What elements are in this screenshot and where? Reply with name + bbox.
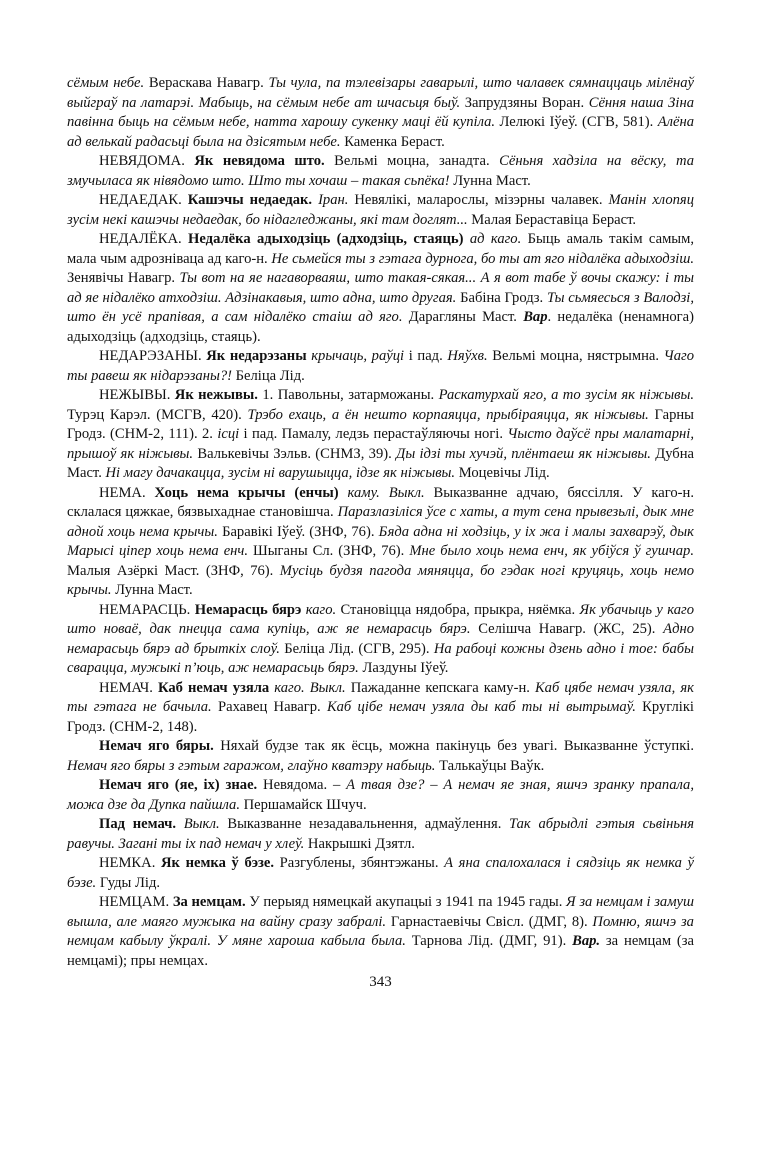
entry-example: Ты сьмяесься з Валодзі, што ён усё прапівая, а сам нідалёко стаіш ад яго. <box>67 289 694 325</box>
entry-headphrase: Вар. <box>572 933 601 949</box>
entry-headphrase: Кашэчы недаедак. <box>187 192 313 208</box>
entry-text: 1. Павольны, затарможаны. <box>257 387 439 403</box>
entry-example: Мусіць будзя пагода мяняцца, бо гэдак ногі круцяць, хоць немо крычы. <box>67 562 694 598</box>
entry-example: Ні магу дачакацца, зусім ні варушыцца, ідзе як ніжывы. <box>105 465 456 481</box>
entry-text: Лелюкі Іўеў. (СГВ, 581). <box>495 114 658 130</box>
entry-example: Манін хлопяц зусім некі кашэчы недаедак, бо нідагледжаны, які там доглят... <box>67 192 695 228</box>
entries-list <box>67 74 694 971</box>
dictionary-entry <box>67 679 694 738</box>
entry-text: Зенявічы Навагр. <box>67 270 180 286</box>
entry-text: Дубна Маст. <box>67 445 695 481</box>
entry-text: Разгублены, збянтэжаны. <box>274 855 445 871</box>
entry-headphrase: Немач яго (яе, іх) знае. <box>99 777 258 793</box>
entry-example: Сёньня хадзіла на вёску, та змучылаcа як нівядомо што. Што ты хочаш – такая сьпёка! <box>67 153 694 189</box>
dictionary-entry <box>67 893 694 971</box>
entry-example: ісці <box>217 426 240 442</box>
entry-text: НЕМАЧ. <box>99 679 158 696</box>
entry-text: НЕМА. <box>99 484 155 501</box>
entry-example: каго. <box>305 601 337 618</box>
entry-example: Я за немцам і замуш вышла, але маяго мужыка на вайну сразу забралі. <box>67 894 695 930</box>
entry-example: Іран. <box>318 192 349 208</box>
entry-example: Паразлазіліся ўсе с хаты, а тут сена прывезьлі, дык мне адной хоць нема крычы. <box>67 504 694 540</box>
entry-example: Бяда адна ні ходзіць, у іх жа і малы захварэў, дык Марысі ціпер хоць нема енч. <box>67 523 694 559</box>
entry-example: Так абрыдлі гэтыя сьвіньня равучы. Загані ты іх пад немач у хлеў. <box>67 816 694 852</box>
entry-text: за немцам (за немцамі); пры немцах. <box>67 933 694 969</box>
entry-text: і пад. Памалу, ледзь перастаўляючы ногі. <box>239 426 508 442</box>
dictionary-entry <box>67 854 694 893</box>
entry-example: Алёна ад велькай радасьці была на дзісятым небе. <box>67 114 694 150</box>
dictionary-entry <box>67 347 694 386</box>
entry-text: Выказванне адчаю, бяссілля. У каго-н. склалася цяжкае, бязвыхаднае становішча. <box>67 484 694 520</box>
entry-text: Тарнова Лід. (ДМГ, 91). <box>405 933 573 949</box>
entry-example: На рабоці кожны дзень адно і тое: бабы сварацца, мужыкі п’юць, аж немарасьць бярэ. <box>67 640 694 676</box>
entry-text <box>176 816 184 832</box>
entry-text: Рахавец Навагр. <box>211 699 327 715</box>
dictionary-entry <box>67 484 694 601</box>
entry-text: Беліца Лід. <box>232 367 305 384</box>
entry-text: НЕМКА. <box>99 855 161 871</box>
entry-text: Лунна Маст. <box>111 582 193 598</box>
entry-text: Гуды Лід. <box>96 874 161 891</box>
entry-headphrase: За немцам. <box>172 894 246 910</box>
entry-example: Немач яго бяры з гэтым гаражом, глаўно кватэру набыць. <box>67 757 436 774</box>
entry-text: Моцевічы Лід. <box>455 465 550 481</box>
entry-example: сёмым небе. <box>67 75 145 91</box>
entry-text: Накрышкі Дзятл. <box>304 835 415 852</box>
dictionary-entry <box>67 230 694 347</box>
entry-text: Турэц Карэл. (МСГВ, 420). <box>67 406 248 423</box>
entry-text: Дарагляны Маст. <box>402 309 524 325</box>
entry-example: Чаго ты равеш як нідарэзаны?! <box>67 348 694 384</box>
entry-example: Як убачыць у каго што новаё, дак пнецца сама купіць, аж яе немарасць бярэ. <box>67 601 695 637</box>
entry-text: Невядома. – <box>257 777 347 793</box>
entry-text: Гарнастаевічы Свісл. (ДМГ, 8). <box>386 913 593 930</box>
entry-text: Шыганы Сл. (ЗНФ, 76). <box>248 543 410 559</box>
entry-text: Круглікі Гродз. (СНМ-2, 148). <box>67 699 694 735</box>
entry-text: Селішча Навагр. (ЖС, 25). <box>470 621 664 637</box>
entry-headphrase: Недалёка адыходзіць (адходзіць, стаяць) <box>188 231 464 247</box>
dictionary-page <box>67 74 694 993</box>
entry-text: Першамайск Шчуч. <box>239 796 367 813</box>
entry-text: Быць амаль такім самым, мала чым адрозніваца ад каго-н. <box>67 231 694 267</box>
entry-example: Няўхв. <box>447 348 488 364</box>
entry-text: Вельмі моцна, занадта. <box>324 153 500 169</box>
entry-example: Адно немарасьць бярэ ад брыткіх слоў. <box>67 621 694 657</box>
entry-example: каму. Выкл. <box>347 484 425 501</box>
entry-text <box>339 485 348 501</box>
entry-text: Выказванне незадавальнення, адмаўлення. <box>219 816 510 832</box>
entry-headphrase: Немач яго бяры. <box>99 738 214 754</box>
dictionary-entry <box>67 386 694 484</box>
entry-headphrase: Каб немач узяла <box>157 679 270 696</box>
entry-text: Запрудзяны Воран. <box>460 94 589 111</box>
entry-example: Каб цібе немач узяла ды каб ты ні вытрымаў. <box>326 699 636 715</box>
dictionary-entry <box>67 776 694 815</box>
entry-headphrase: Як невядома што. <box>194 153 325 169</box>
entry-text: Вераскава Навагр. <box>144 75 269 91</box>
entry-text: Невялікі, маларослы, мізэрны чалавек. <box>348 192 609 208</box>
entry-example: Раскатурхай яго, а то зусім як ніжывы. <box>438 387 695 403</box>
entry-text: Пажаданне кепскага каму-н. <box>345 679 535 696</box>
entry-example: Ды ідзі ты хучэй, плёнтаеш як ніжывы. <box>396 445 651 462</box>
dictionary-entry <box>67 601 694 679</box>
entry-text: Баравікі Іўеў. (ЗНФ, 76). <box>217 523 379 540</box>
entry-headphrase: Хоць нема крычы (енчы) <box>154 484 339 501</box>
entry-text: Талькаўцы Ваўк. <box>435 757 545 774</box>
entry-text: Малая Бераставіца Бераст. <box>467 211 637 228</box>
entry-example: ад каго. <box>469 231 522 247</box>
entry-headphrase: Як недарэзаны <box>206 348 307 364</box>
entry-example: Каб цябе немач узяла, як ты гэтага не бачыла. <box>67 679 694 715</box>
entry-text: НЕМАРАСЦЬ. <box>99 601 195 618</box>
entry-example: Чысто даўсё пры малатарні, прышоў як ніжывы. <box>67 426 694 462</box>
entry-text: НЕДАЛЁКА. <box>99 231 189 247</box>
page-number: 343 <box>369 974 392 990</box>
entry-text: Няхай будзе так як ёсць, можна пакінуць без увагі. Выказванне ўступкі. <box>213 738 694 754</box>
entry-example: Мне было хоць нема енч, як убіўся ў гушчар. <box>409 543 694 559</box>
dictionary-entry <box>67 152 694 191</box>
entry-headphrase: Пад немач. <box>99 816 177 832</box>
entry-text: У перыяд нямецкай акупацыі з 1941 па 1945 гады. <box>245 894 567 910</box>
entry-example: Сёння наша Зіна павінна быць на сёмым небе, натта харошу сукенку маці ёй купіла. <box>67 94 694 130</box>
dictionary-entry <box>67 74 694 152</box>
entry-text: НЕЖЫВЫ. <box>99 387 175 403</box>
entry-text: Лаздуны Іўеў. <box>358 660 449 676</box>
entry-headphrase: Немарасць бярэ <box>194 601 302 618</box>
entry-text: . недалёка (ненамнога) адыходзіць (адходзіць, стаяць). <box>67 309 694 345</box>
entry-headphrase: Як нежывы. <box>174 387 258 403</box>
entry-text: Малыя Азёркі Маст. (ЗНФ, 76). <box>67 562 280 579</box>
entry-text: НЕВЯДОМА. <box>99 153 195 169</box>
entry-example: крычаць, раўці <box>311 348 405 364</box>
dictionary-entry <box>67 815 694 854</box>
entry-example: каго. Выкл. <box>274 679 346 696</box>
entry-example: А твая дзе? – А немач яе зная, яшчэ зранку прапала, можа дзе да Дупка пайшла. <box>67 777 694 813</box>
entry-headphrase: Вар <box>523 309 548 325</box>
entry-example: Помню, яшчэ за немцам кабылу ўкралі. У мяне хароша кабыла была. <box>67 913 694 949</box>
entry-text: Беліца Лід. (СГВ, 295). <box>279 640 434 657</box>
entry-example: Ты чула, па тэлевізары гаварылі, што чалавек сямнаццаць мілёнаў выйграў па латарэі. Мабыць, на сёмым небе ат шчасьця быў. <box>67 75 694 111</box>
entry-text: НЕМЦАМ. <box>99 894 173 910</box>
entry-example: Ты вот на яе нагаворваяш, што такая-сякая... А я вот табе ў вочы скажу: і ты ад яе нідалёко атходзіш. Адзінакавыя, што адна, што другая. <box>67 270 694 306</box>
entry-headphrase: Як немка ў бэзе. <box>160 855 275 871</box>
entry-example: Не сьмейся ты з гэтага дурнога, бо ты ат яго нідалёка адыходзіш. <box>271 250 694 267</box>
entry-text: Каменка Бераст. <box>340 133 445 150</box>
entry-example: Трэбо ехаць, а ён нешто корпаяцца, прыбіраяцца, як ніжывы. <box>247 406 649 423</box>
entry-example: Выкл. <box>183 816 220 832</box>
entry-text: НЕДАЕДАК. <box>99 192 188 208</box>
entry-text: і пад. <box>404 348 448 364</box>
entry-text: Бабіна Гродз. <box>456 289 547 306</box>
dictionary-entry <box>67 737 694 776</box>
entry-text: Вельмі моцна, нястрымна. <box>487 348 664 364</box>
entry-text: Валькевічы Зэльв. (СНМЗ, 39). <box>193 445 397 462</box>
entry-text: Становіцца нядобра, прыкра, няёмка. <box>336 601 580 618</box>
entry-text: Гарны Гродз. (СНМ-2, 111). 2. <box>67 406 694 442</box>
entry-text: НЕДАРЭЗАНЫ. <box>99 348 207 364</box>
entry-example: А яна спалохалася і сядзіць як немка ў бэзе. <box>67 855 694 891</box>
entry-text: Лунна Маст. <box>449 172 531 189</box>
dictionary-entry <box>67 191 694 230</box>
